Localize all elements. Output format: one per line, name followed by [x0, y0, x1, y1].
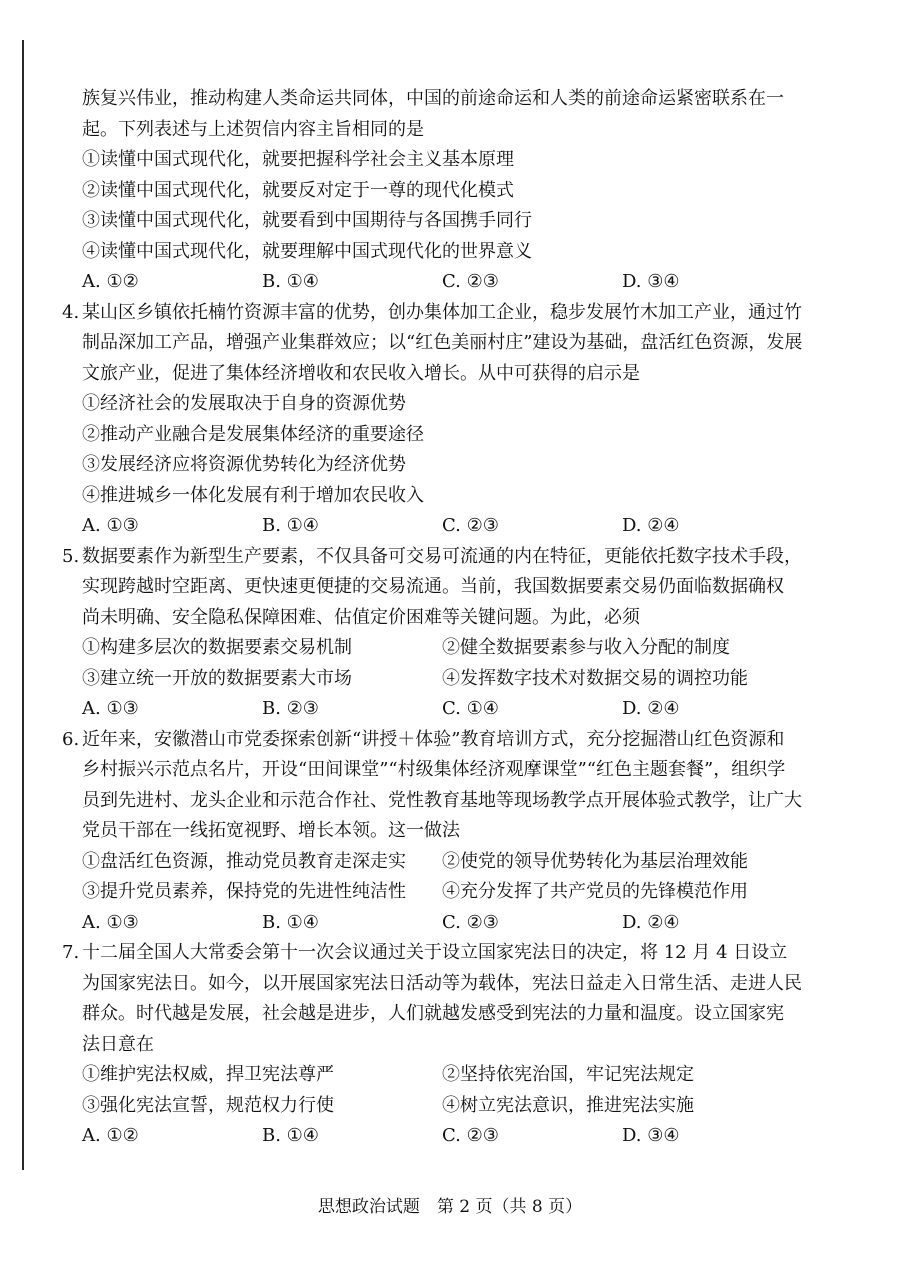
statement-row [62, 877, 802, 908]
option-c: C. ②③ [442, 515, 499, 536]
statement-row [62, 1060, 802, 1091]
option-b: B. ②③ [262, 698, 319, 719]
statement: ③提升党员素养，保持党的先进性纯洁性 [82, 881, 406, 902]
question-text-line: 文旅产业，促进了集体经济增收和农民收入增长。从中可获得的启示是 [82, 362, 640, 384]
statement: ④充分发挥了共产党员的先锋模范作用 [442, 881, 748, 902]
answer-options [62, 267, 802, 298]
question-7 [62, 938, 802, 1152]
statement: ④树立宪法意识，推进宪法实施 [442, 1094, 694, 1116]
option-d: D. ③④ [622, 271, 680, 292]
question-text-line: 群众。时代越是发展，社会越是进步，人们就越发感受到宪法的力量和温度。设立国家宪 [82, 1003, 784, 1024]
question-text-line: 员到先进村、龙头企业和示范合作社、党性教育基地等现场教学点开展体验式教学，让广大 [82, 789, 802, 811]
statement: ①维护宪法权威，捍卫宪法尊严 [82, 1064, 334, 1085]
question-text-line: 族复兴伟业，推动构建人类命运共同体，中国的前途命运和人类的前途命运紧密联系在一 [82, 88, 784, 109]
option-c: C. ②③ [442, 911, 499, 933]
option-b: B. ①④ [262, 911, 319, 933]
question-text-line: 实现跨越时空距离、更快速更便捷的交易流通。当前，我国数据要素交易仍面临数据确权 [82, 576, 784, 597]
statement: ②推动产业融合是发展集体经济的重要途径 [82, 423, 424, 445]
answer-options [62, 694, 802, 725]
question-number: 7. [62, 942, 80, 963]
question-text-line: 乡村振兴示范点名片，开设“田间课堂”“村级集体经济观摩课堂”“红色主题套餐”，组织学 [82, 759, 786, 780]
option-c: C. ①④ [442, 698, 499, 719]
statement-row [62, 664, 802, 695]
statement: ④发挥数字技术对数据交易的调控功能 [442, 667, 748, 689]
question-text-line: 党员干部在一线拓宽视野、增长本领。这一做法 [82, 820, 460, 841]
margin-line [22, 40, 24, 1170]
option-d: D. ②④ [622, 698, 680, 719]
statement: ②使党的领导优势转化为基层治理效能 [442, 850, 748, 872]
statement: ③读懂中国式现代化，就要看到中国期待与各国携手同行 [82, 210, 532, 231]
statement-row [62, 1091, 802, 1122]
question-number: 6. [62, 728, 80, 750]
question-4 [62, 298, 802, 542]
option-d: D. ②④ [622, 911, 680, 933]
statement: ③发展经济应将资源优势转化为经济优势 [82, 454, 406, 475]
option-d: D. ②④ [622, 515, 680, 536]
option-d: D. ③④ [622, 1125, 680, 1146]
question-text-line: 近年来，安徽潜山市党委探索创新“讲授＋体验”教育培训方式，充分挖掘潜山红色资源和 [82, 728, 785, 750]
option-a: A. ①③ [82, 911, 139, 933]
option-a: A. ①③ [82, 515, 139, 536]
question-6 [62, 725, 802, 939]
statement: ②读懂中国式现代化，就要反对定于一尊的现代化模式 [82, 179, 514, 201]
question-text-line: 数据要素作为新型生产要素，不仅具备可交易可流通的内在特征，更能依托数字技术手段， [82, 545, 802, 567]
statement: ①构建多层次的数据要素交易机制 [82, 637, 352, 658]
statement-row [62, 847, 802, 878]
statement: ③建立统一开放的数据要素大市场 [82, 667, 352, 689]
option-a: A. ①③ [82, 698, 139, 719]
option-b: B. ①④ [262, 515, 319, 536]
question-text-line: 尚未明确、安全隐私保障困难、估值定价困难等关键问题。为此，必须 [82, 606, 640, 628]
statement: ①盘活红色资源，推动党员教育走深走实 [82, 850, 406, 872]
page-content [62, 84, 802, 1152]
option-c: C. ②③ [442, 1125, 499, 1146]
option-c: C. ②③ [442, 271, 499, 292]
statement: ②坚持依宪治国，牢记宪法规定 [442, 1064, 694, 1085]
question-number: 5. [62, 545, 80, 567]
question-text-line: 法日意在 [82, 1033, 154, 1055]
question-text-line: 起。下列表述与上述贺信内容主旨相同的是 [82, 118, 424, 140]
question-text-line: 十二届全国人大常委会第十一次会议通过关于设立国家宪法日的决定，将 12 月 4 日设立 [82, 942, 788, 963]
page-footer: 思想政治试题 第 2 页（共 8 页） [317, 1197, 583, 1217]
answer-options [62, 1121, 802, 1152]
statement: ②健全数据要素参与收入分配的制度 [442, 637, 730, 658]
statement: ③强化宪法宣誓，规范权力行使 [82, 1094, 334, 1116]
option-a: A. ①② [82, 1125, 139, 1146]
option-b: B. ①④ [262, 271, 319, 292]
question-5 [62, 542, 802, 725]
statement: ①经济社会的发展取决于自身的资源优势 [82, 393, 406, 414]
question-number: 4. [62, 301, 80, 323]
answer-options [62, 908, 802, 939]
statement: ④推进城乡一体化发展有利于增加农民收入 [82, 484, 424, 506]
option-a: A. ①② [82, 271, 139, 292]
question-text-line: 某山区乡镇依托楠竹资源丰富的优势，创办集体加工企业，稳步发展竹木加工产业，通过竹 [82, 301, 802, 323]
question-3-continued [62, 84, 802, 298]
question-text-line: 为国家宪法日。如今，以开展国家宪法日活动等为载体，宪法日益走入日常生活、走进人民 [82, 972, 802, 994]
statement: ①读懂中国式现代化，就要把握科学社会主义基本原理 [82, 149, 514, 170]
statement: ④读懂中国式现代化，就要理解中国式现代化的世界意义 [82, 240, 532, 262]
question-text-line: 制品深加工产品，增强产业集群效应；以“红色美丽村庄”建设为基础，盘活红色资源，发展 [82, 332, 802, 353]
statement-row [62, 633, 802, 664]
option-b: B. ①④ [262, 1125, 319, 1146]
answer-options [62, 511, 802, 542]
